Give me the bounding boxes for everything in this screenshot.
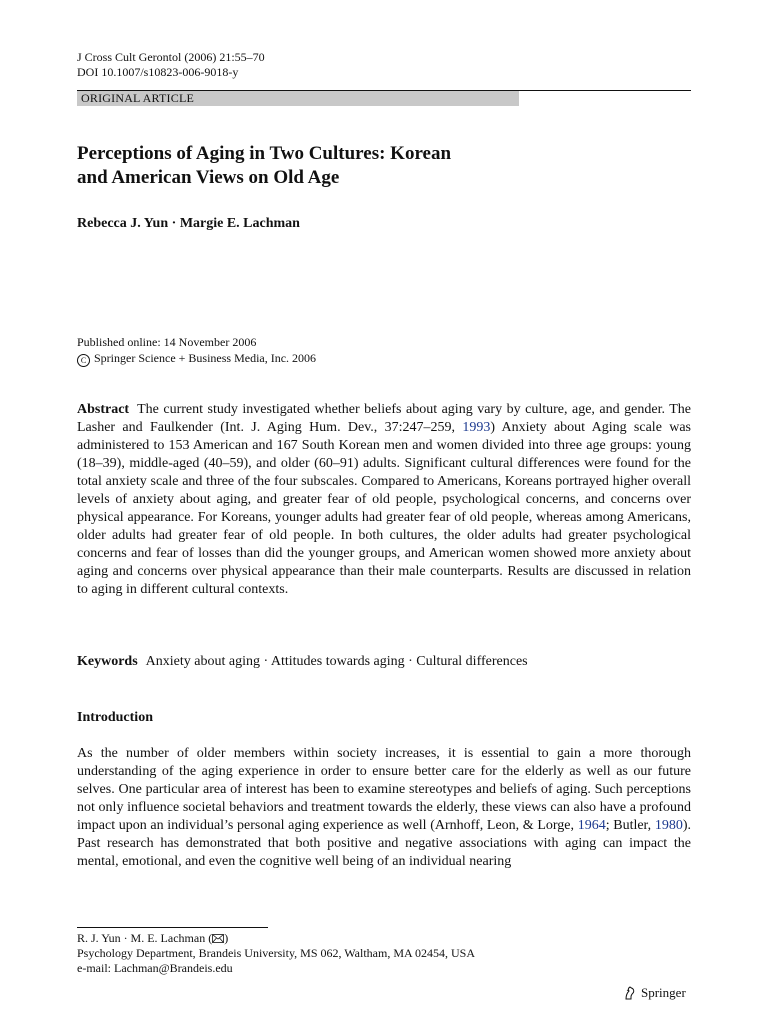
abstract-text: ) Anxiety about Aging scale was administered to 153 American and 167 South Korean men and women divided into three age groups: young (18–39), middle-aged (40–59), and older (60–91) adults. Significant cultural differences were found for the total anxiety scale and three of the four subscales. Compared to Americans, Koreans portrayed higher overall levels of anxiety about aging, and greater fear of old people, psychological concerns, and concerns over physical appearance. For Koreans, younger adults had greater fear of old people, whereas among Americans, older adults had greater fear of old people. In both cultures, the older adults had greater psychological concerns and fear of losses than did the younger groups, and American women showed more anxiety about aging and concerns over physical appearance than their male counterparts. Results are discussed in relation to aging in different cultural contexts. [77,420,692,597]
author-name: Rebecca J. Yun [77,216,169,231]
citation-link[interactable]: 1964 [577,818,606,833]
copyright-text: Springer Science + Business Media, Inc. 2006 [94,350,317,365]
section-heading-introduction: Introduction [77,710,153,725]
article-type-banner: ORIGINAL ARTICLE [77,91,519,106]
article-title [77,142,637,190]
keywords-text: Anxiety about aging · Attitudes towards aging · Cultural differences [145,654,528,669]
publisher-logo [622,985,686,1001]
title-line-2: and American Views on Old Age [77,167,340,188]
publication-info [77,335,316,367]
footnote [77,931,475,976]
footnote-rule [77,927,268,928]
abstract [77,401,691,599]
doi: DOI 10.1007/s10823-006-9018-y [77,65,239,79]
author-list [77,215,300,232]
springer-horse-icon [622,985,638,1001]
introduction-paragraph [77,745,691,871]
footnote-email: e-mail: Lachman@Brandeis.edu [77,961,233,975]
envelope-icon [212,934,224,943]
copyright-icon: C [77,354,90,367]
abstract-label: Abstract [77,402,130,417]
journal-citation: J Cross Cult Gerontol (2006) 21:55–70 [77,50,265,64]
published-online-date: Published online: 14 November 2006 [77,335,257,349]
abstract-text: The current study investigated whether beliefs about aging vary by culture, age, and gender. The Lasher and Faulkender (Int. J. Aging Hum. Dev., 37:247–259, [77,402,691,435]
footnote-affiliation: Psychology Department, Brandeis University, MS 062, Waltham, MA 02454, USA [77,946,476,960]
footnote-authors [77,931,475,946]
footnote-paren: ) [224,931,229,945]
author-name: Margie E. Lachman [179,216,300,231]
author-separator: · [171,216,177,231]
paragraph-text: ). Past research has demonstrated that both positive and negative associations with aging can impact the mental, emotional, and even the cognitive well being of an individual nearing [77,818,691,869]
paragraph-text: As the number of older members within society increases, it is essential to gain a more thorough understanding of the aging experience in order to ensure better care for the elderly as well as our future selves. One particular area of interest has been to examine stereotypes and beliefs of aging. Such perceptions not only influence societal behaviors and treatment towards the elderly, these views can also have a profound impact upon an individual’s personal aging experience as well (Arnhoff, Leon, & Lorge, [77,746,691,833]
citation-link[interactable]: 1980 [654,818,683,833]
copyright-line [77,351,316,367]
citation-link[interactable]: 1993 [462,420,491,435]
title-line-1: Perceptions of Aging in Two Cultures: Korean [77,143,452,164]
keywords [77,653,691,671]
paragraph-text: ; Butler, [605,818,655,833]
keywords-label: Keywords [77,654,138,669]
journal-header [77,50,265,80]
publisher-name: Springer [641,985,686,1000]
footnote-author-names: R. J. Yun · M. E. Lachman ( [77,931,213,945]
